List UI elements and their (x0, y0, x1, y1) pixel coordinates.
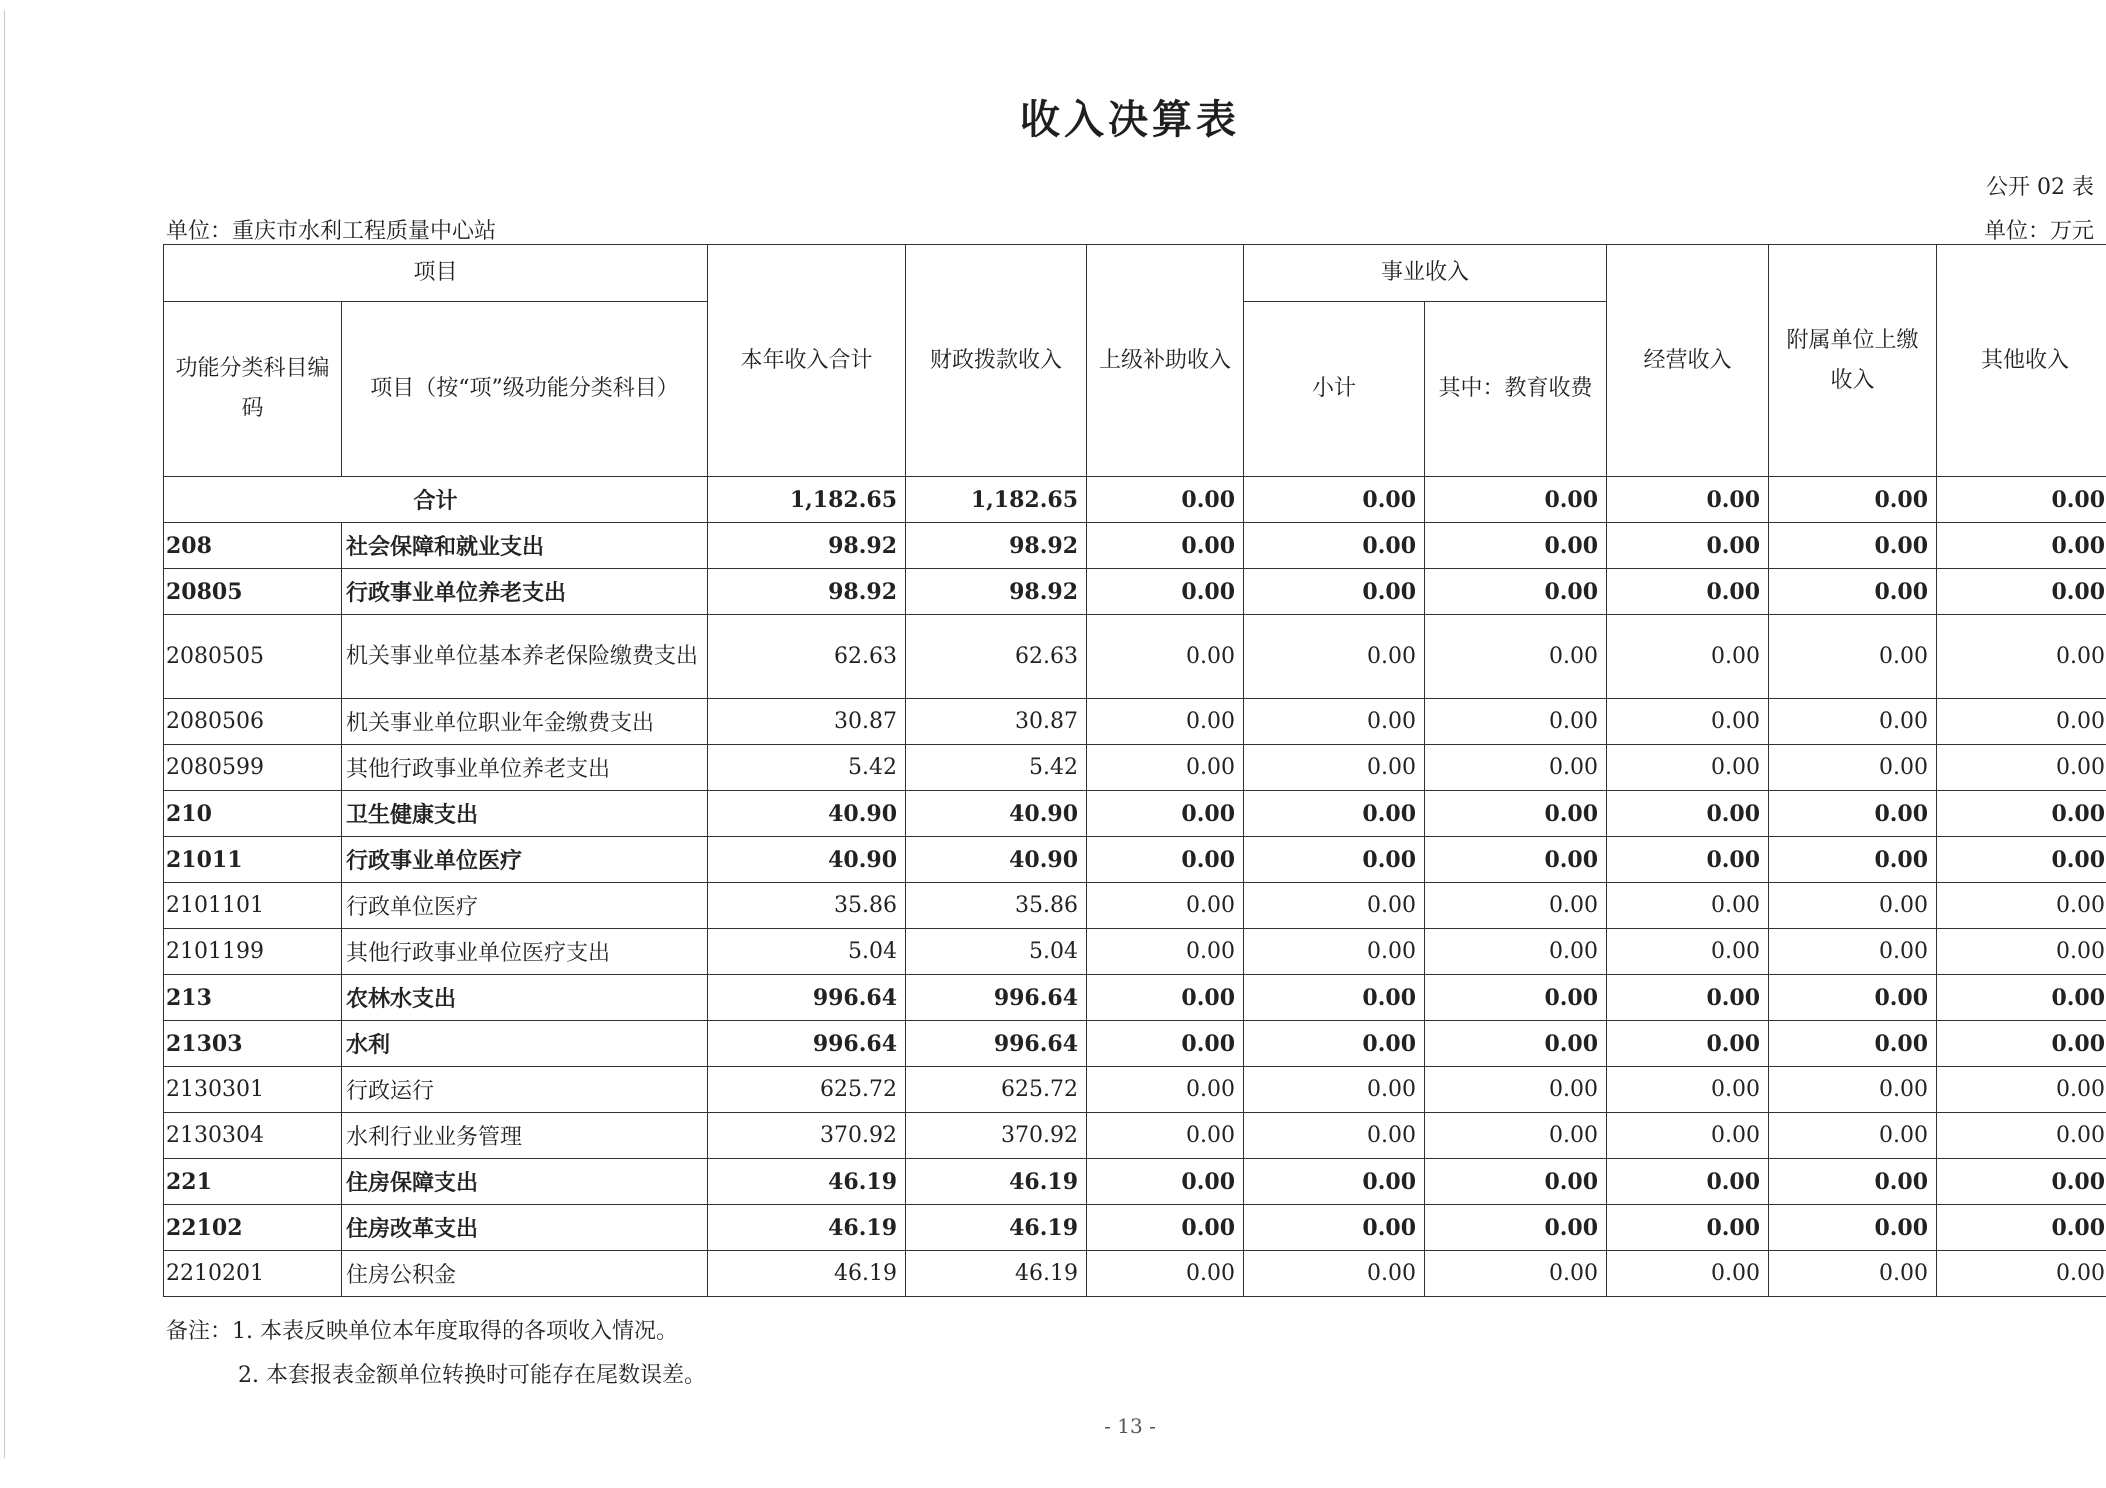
amount-cell: 0.00 (1425, 975, 1607, 1021)
header-superior: 上级补助收入 (1087, 245, 1244, 477)
amount-cell: 0.00 (1937, 1159, 2106, 1205)
amount-cell: 0.00 (1607, 1067, 1769, 1113)
amount-cell: 0.00 (1087, 615, 1244, 699)
header-other: 其他收入 (1937, 245, 2106, 477)
amount-cell: 0.00 (1937, 975, 2106, 1021)
header-project: 项目 (164, 245, 708, 302)
amount-cell: 0.00 (1244, 1113, 1425, 1159)
amount-cell: 0.00 (1425, 791, 1607, 837)
item-name-cell: 卫生健康支出 (342, 791, 708, 837)
income-table (163, 244, 2106, 1297)
amount-cell: 0.00 (1087, 929, 1244, 975)
code-cell: 2210201 (164, 1251, 342, 1297)
amount-cell: 0.00 (1425, 1021, 1607, 1067)
amount-cell: 0.00 (1607, 883, 1769, 929)
code-cell: 22102 (164, 1205, 342, 1251)
total-cell: 0.00 (1937, 477, 2106, 523)
item-name-cell: 其他行政事业单位医疗支出 (342, 929, 708, 975)
amount-cell: 0.00 (1937, 929, 2106, 975)
amount-cell: 0.00 (1087, 1021, 1244, 1067)
amount-cell: 46.19 (708, 1251, 906, 1297)
amount-cell: 98.92 (708, 523, 906, 569)
total-cell: 0.00 (1244, 477, 1425, 523)
amount-cell: 40.90 (708, 837, 906, 883)
table-header (164, 245, 2106, 477)
amount-cell: 0.00 (1937, 791, 2106, 837)
amount-cell: 98.92 (708, 569, 906, 615)
amount-cell: 0.00 (1244, 1251, 1425, 1297)
amount-cell: 0.00 (1087, 523, 1244, 569)
header-code: 功能分类科目编码 (164, 302, 342, 477)
amount-cell: 0.00 (1769, 883, 1937, 929)
amount-cell: 0.00 (1425, 1251, 1607, 1297)
code-cell: 213 (164, 975, 342, 1021)
total-cell: 1,182.65 (708, 477, 906, 523)
amount-cell: 0.00 (1244, 929, 1425, 975)
amount-cell: 0.00 (1607, 1113, 1769, 1159)
code-cell: 2080505 (164, 615, 342, 699)
amount-cell: 0.00 (1425, 1067, 1607, 1113)
item-name-cell: 水利行业业务管理 (342, 1113, 708, 1159)
amount-cell: 0.00 (1244, 1021, 1425, 1067)
amount-cell: 0.00 (1425, 883, 1607, 929)
amount-cell: 0.00 (1607, 1021, 1769, 1067)
amount-cell: 0.00 (1607, 975, 1769, 1021)
amount-cell: 0.00 (1087, 837, 1244, 883)
amount-cell: 370.92 (906, 1113, 1087, 1159)
amount-cell: 0.00 (1607, 745, 1769, 791)
amount-cell: 35.86 (708, 883, 906, 929)
item-name-cell: 行政运行 (342, 1067, 708, 1113)
unit-label: 单位：万元 (1983, 219, 2094, 244)
amount-cell: 0.00 (1607, 1159, 1769, 1205)
amount-cell: 0.00 (1425, 837, 1607, 883)
amount-cell: 0.00 (1244, 569, 1425, 615)
code-cell: 2130304 (164, 1113, 342, 1159)
amount-cell: 46.19 (708, 1159, 906, 1205)
table-row (164, 1159, 2106, 1205)
total-label: 合计 (164, 477, 708, 523)
amount-cell: 0.00 (1244, 791, 1425, 837)
amount-cell: 0.00 (1769, 791, 1937, 837)
amount-cell: 0.00 (1425, 929, 1607, 975)
code-cell: 21011 (164, 837, 342, 883)
total-cell: 0.00 (1087, 477, 1244, 523)
table-row (164, 1251, 2106, 1297)
total-cell: 0.00 (1607, 477, 1769, 523)
code-cell: 2080506 (164, 699, 342, 745)
item-name-cell: 水利 (342, 1021, 708, 1067)
amount-cell: 0.00 (1769, 1159, 1937, 1205)
item-name-cell: 行政事业单位养老支出 (342, 569, 708, 615)
amount-cell: 0.00 (1244, 615, 1425, 699)
table-row (164, 569, 2106, 615)
table-row (164, 1113, 2106, 1159)
amount-cell: 98.92 (906, 569, 1087, 615)
amount-cell: 0.00 (1607, 1205, 1769, 1251)
amount-cell: 0.00 (1769, 523, 1937, 569)
amount-cell: 0.00 (1244, 1067, 1425, 1113)
amount-cell: 0.00 (1607, 523, 1769, 569)
table-row (164, 791, 2106, 837)
amount-cell: 0.00 (1425, 1113, 1607, 1159)
amount-cell: 46.19 (906, 1159, 1087, 1205)
header-operating: 经营收入 (1607, 245, 1769, 477)
amount-cell: 62.63 (906, 615, 1087, 699)
table-row (164, 523, 2106, 569)
table-row (164, 745, 2106, 791)
amount-cell: 0.00 (1937, 1251, 2106, 1297)
amount-cell: 0.00 (1769, 1067, 1937, 1113)
amount-cell: 0.00 (1087, 1159, 1244, 1205)
amount-cell: 0.00 (1607, 699, 1769, 745)
total-cell: 0.00 (1769, 477, 1937, 523)
amount-cell: 0.00 (1244, 1159, 1425, 1205)
amount-cell: 0.00 (1937, 615, 2106, 699)
amount-cell: 0.00 (1607, 615, 1769, 699)
item-name-cell: 社会保障和就业支出 (342, 523, 708, 569)
header-business-edu: 其中：教育收费 (1425, 302, 1607, 477)
amount-cell: 0.00 (1244, 975, 1425, 1021)
amount-cell: 0.00 (1607, 791, 1769, 837)
code-cell: 210 (164, 791, 342, 837)
table-body (164, 477, 2106, 1297)
amount-cell: 0.00 (1087, 1067, 1244, 1113)
amount-cell: 996.64 (906, 975, 1087, 1021)
amount-cell: 0.00 (1087, 1251, 1244, 1297)
code-cell: 2101199 (164, 929, 342, 975)
amount-cell: 0.00 (1244, 699, 1425, 745)
amount-cell: 996.64 (708, 975, 906, 1021)
amount-cell: 0.00 (1769, 1251, 1937, 1297)
amount-cell: 5.04 (906, 929, 1087, 975)
code-cell: 208 (164, 523, 342, 569)
table-row (164, 1205, 2106, 1251)
amount-cell: 46.19 (906, 1205, 1087, 1251)
amount-cell: 0.00 (1937, 523, 2106, 569)
amount-cell: 40.90 (708, 791, 906, 837)
amount-cell: 46.19 (708, 1205, 906, 1251)
amount-cell: 0.00 (1087, 1205, 1244, 1251)
table-row (164, 837, 2106, 883)
amount-cell: 996.64 (906, 1021, 1087, 1067)
item-name-cell: 农林水支出 (342, 975, 708, 1021)
organization-label: 单位：重庆市水利工程质量中心站 (166, 219, 497, 244)
amount-cell: 0.00 (1244, 1205, 1425, 1251)
page-title: 收入决算表 (1020, 96, 1240, 143)
header-fiscal: 财政拨款收入 (906, 245, 1087, 477)
amount-cell: 5.42 (708, 745, 906, 791)
item-name-cell: 其他行政事业单位养老支出 (342, 745, 708, 791)
page-number: - 13 - (1104, 1414, 1156, 1438)
document-id: 公开 02 表 (1986, 175, 2094, 200)
amount-cell: 0.00 (1425, 745, 1607, 791)
code-cell: 2101101 (164, 883, 342, 929)
table-row (164, 615, 2106, 699)
amount-cell: 625.72 (906, 1067, 1087, 1113)
amount-cell: 0.00 (1937, 837, 2106, 883)
header-business-group: 事业收入 (1244, 245, 1607, 302)
amount-cell: 0.00 (1087, 1113, 1244, 1159)
amount-cell: 62.63 (708, 615, 906, 699)
amount-cell: 0.00 (1425, 699, 1607, 745)
amount-cell: 0.00 (1937, 1113, 2106, 1159)
table-row (164, 699, 2106, 745)
code-cell: 221 (164, 1159, 342, 1205)
amount-cell: 0.00 (1937, 569, 2106, 615)
code-cell: 2080599 (164, 745, 342, 791)
item-name-cell: 行政事业单位医疗 (342, 837, 708, 883)
code-cell: 20805 (164, 569, 342, 615)
amount-cell: 0.00 (1937, 883, 2106, 929)
amount-cell: 30.87 (906, 699, 1087, 745)
item-name-cell: 住房公积金 (342, 1251, 708, 1297)
amount-cell: 0.00 (1607, 837, 1769, 883)
amount-cell: 370.92 (708, 1113, 906, 1159)
item-name-cell: 机关事业单位职业年金缴费支出 (342, 699, 708, 745)
header-affiliated: 附属单位上缴收入 (1769, 245, 1937, 477)
header-total: 本年收入合计 (708, 245, 906, 477)
amount-cell: 0.00 (1425, 615, 1607, 699)
amount-cell: 0.00 (1425, 1159, 1607, 1205)
amount-cell: 0.00 (1244, 883, 1425, 929)
amount-cell: 0.00 (1769, 1021, 1937, 1067)
page-edge-line (4, 10, 5, 1458)
amount-cell: 0.00 (1425, 569, 1607, 615)
code-cell: 2130301 (164, 1067, 342, 1113)
amount-cell: 0.00 (1769, 929, 1937, 975)
amount-cell: 0.00 (1769, 615, 1937, 699)
amount-cell: 46.19 (906, 1251, 1087, 1297)
amount-cell: 0.00 (1607, 1251, 1769, 1297)
amount-cell: 625.72 (708, 1067, 906, 1113)
amount-cell: 0.00 (1769, 569, 1937, 615)
amount-cell: 0.00 (1425, 1205, 1607, 1251)
header-business-subtotal: 小计 (1244, 302, 1425, 477)
amount-cell: 0.00 (1937, 745, 2106, 791)
table-row (164, 1021, 2106, 1067)
amount-cell: 40.90 (906, 837, 1087, 883)
amount-cell: 0.00 (1769, 699, 1937, 745)
amount-cell: 40.90 (906, 791, 1087, 837)
amount-cell: 0.00 (1607, 929, 1769, 975)
amount-cell: 0.00 (1769, 745, 1937, 791)
amount-cell: 0.00 (1425, 523, 1607, 569)
table-row (164, 1067, 2106, 1113)
amount-cell: 996.64 (708, 1021, 906, 1067)
item-name-cell: 机关事业单位基本养老保险缴费支出 (342, 615, 708, 699)
note-line-1: 备注：1. 本表反映单位本年度取得的各项收入情况。 (166, 1319, 678, 1344)
amount-cell: 0.00 (1607, 569, 1769, 615)
amount-cell: 5.04 (708, 929, 906, 975)
total-cell: 0.00 (1425, 477, 1607, 523)
note-line-2: 2. 本套报表金额单位转换时可能存在尾数误差。 (238, 1363, 706, 1388)
total-row (164, 477, 2106, 523)
amount-cell: 0.00 (1087, 791, 1244, 837)
amount-cell: 98.92 (906, 523, 1087, 569)
notes (166, 1310, 706, 1398)
amount-cell: 0.00 (1244, 745, 1425, 791)
amount-cell: 0.00 (1087, 975, 1244, 1021)
item-name-cell: 行政单位医疗 (342, 883, 708, 929)
amount-cell: 0.00 (1087, 569, 1244, 615)
amount-cell: 0.00 (1937, 699, 2106, 745)
amount-cell: 35.86 (906, 883, 1087, 929)
amount-cell: 0.00 (1769, 1205, 1937, 1251)
code-cell: 21303 (164, 1021, 342, 1067)
amount-cell: 0.00 (1937, 1205, 2106, 1251)
amount-cell: 0.00 (1244, 837, 1425, 883)
amount-cell: 5.42 (906, 745, 1087, 791)
amount-cell: 0.00 (1769, 837, 1937, 883)
table-row (164, 883, 2106, 929)
amount-cell: 0.00 (1087, 745, 1244, 791)
amount-cell: 0.00 (1087, 883, 1244, 929)
amount-cell: 0.00 (1769, 975, 1937, 1021)
item-name-cell: 住房保障支出 (342, 1159, 708, 1205)
amount-cell: 0.00 (1087, 699, 1244, 745)
amount-cell: 0.00 (1937, 1021, 2106, 1067)
amount-cell: 0.00 (1937, 1067, 2106, 1113)
item-name-cell: 住房改革支出 (342, 1205, 708, 1251)
amount-cell: 0.00 (1769, 1113, 1937, 1159)
header-name: 项目（按“项”级功能分类科目） (342, 302, 708, 477)
table-row (164, 929, 2106, 975)
amount-cell: 0.00 (1244, 523, 1425, 569)
total-cell: 1,182.65 (906, 477, 1087, 523)
table-row (164, 975, 2106, 1021)
amount-cell: 30.87 (708, 699, 906, 745)
